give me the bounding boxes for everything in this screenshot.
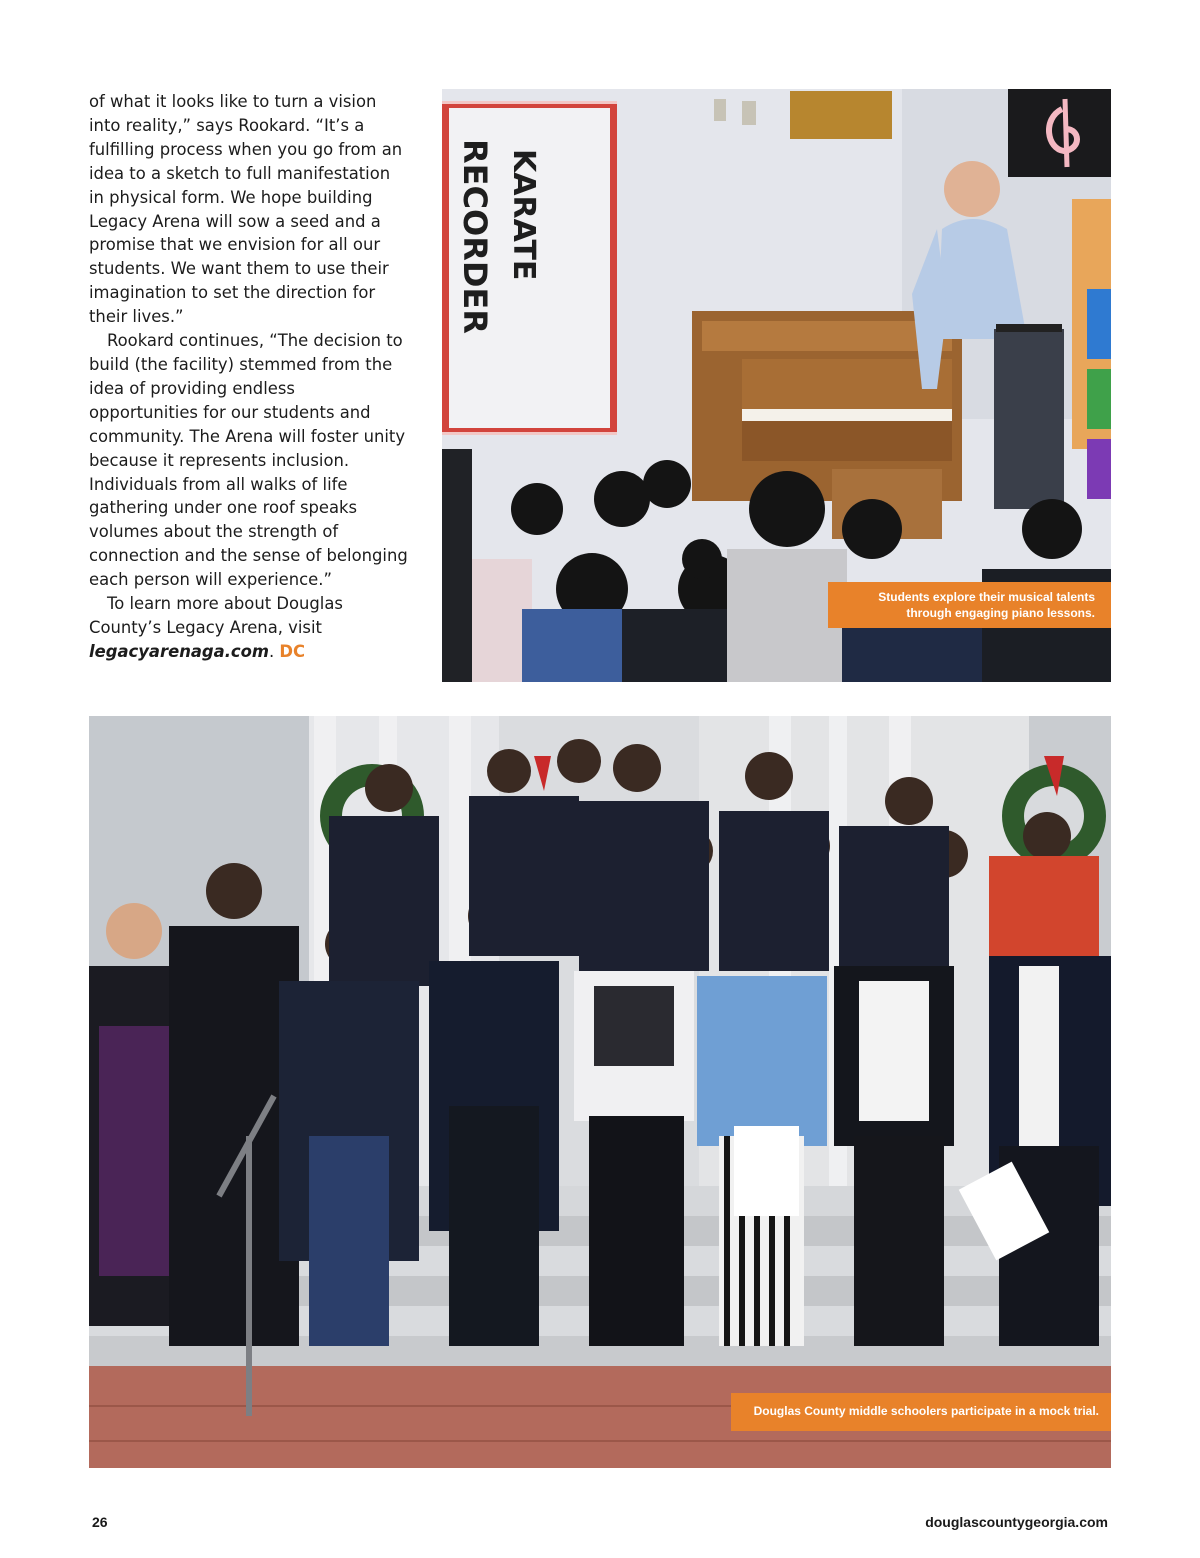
- article-paragraph-3: [89, 592, 409, 664]
- page-number: 26: [92, 1514, 108, 1530]
- signoff-mark: DC: [279, 641, 306, 661]
- piano-lesson-photo: [442, 89, 1111, 682]
- article-paragraph-1: of what it looks like to turn a vision into reality,” says Rookard. “It’s a fulfilling process when you go from an idea to a sketch to full manifestation in physical form. We hope building Legacy Arena will sow a seed and a promise that we envision for all our students. We want them to use their imagination to set the direction for their lives.”: [89, 92, 403, 327]
- mock-trial-group-photo: [89, 716, 1111, 1468]
- group-photo-illustration: [89, 716, 1111, 1468]
- article-body: [89, 90, 409, 664]
- website-link[interactable]: legacyarenaga.com: [89, 641, 269, 661]
- photo-caption-mock-trial: Douglas County middle schoolers participate in a mock trial.: [731, 1393, 1111, 1431]
- article-paragraph-2: Rookard continues, “The decision to build (the facility) stemmed from the idea of providing endless opportunities for our students and community. The Arena will foster unity because it represents inclusion. Individuals from all walks of life gathering under one roof speaks volumes about the strength of connection and the sense of belonging each person will experience.”: [89, 331, 408, 590]
- footer-website[interactable]: douglascountygeorgia.com: [925, 1514, 1108, 1530]
- board-word-karate: KARATE: [506, 149, 541, 281]
- article-paragraph-3-text: To learn more about Douglas County’s Legacy Arena, visit: [89, 594, 343, 637]
- board-word-recorder: RECORDER: [456, 139, 494, 334]
- photo-caption-piano: Students explore their musical talents through engaging piano lessons.: [828, 582, 1111, 628]
- link-period: .: [269, 641, 280, 661]
